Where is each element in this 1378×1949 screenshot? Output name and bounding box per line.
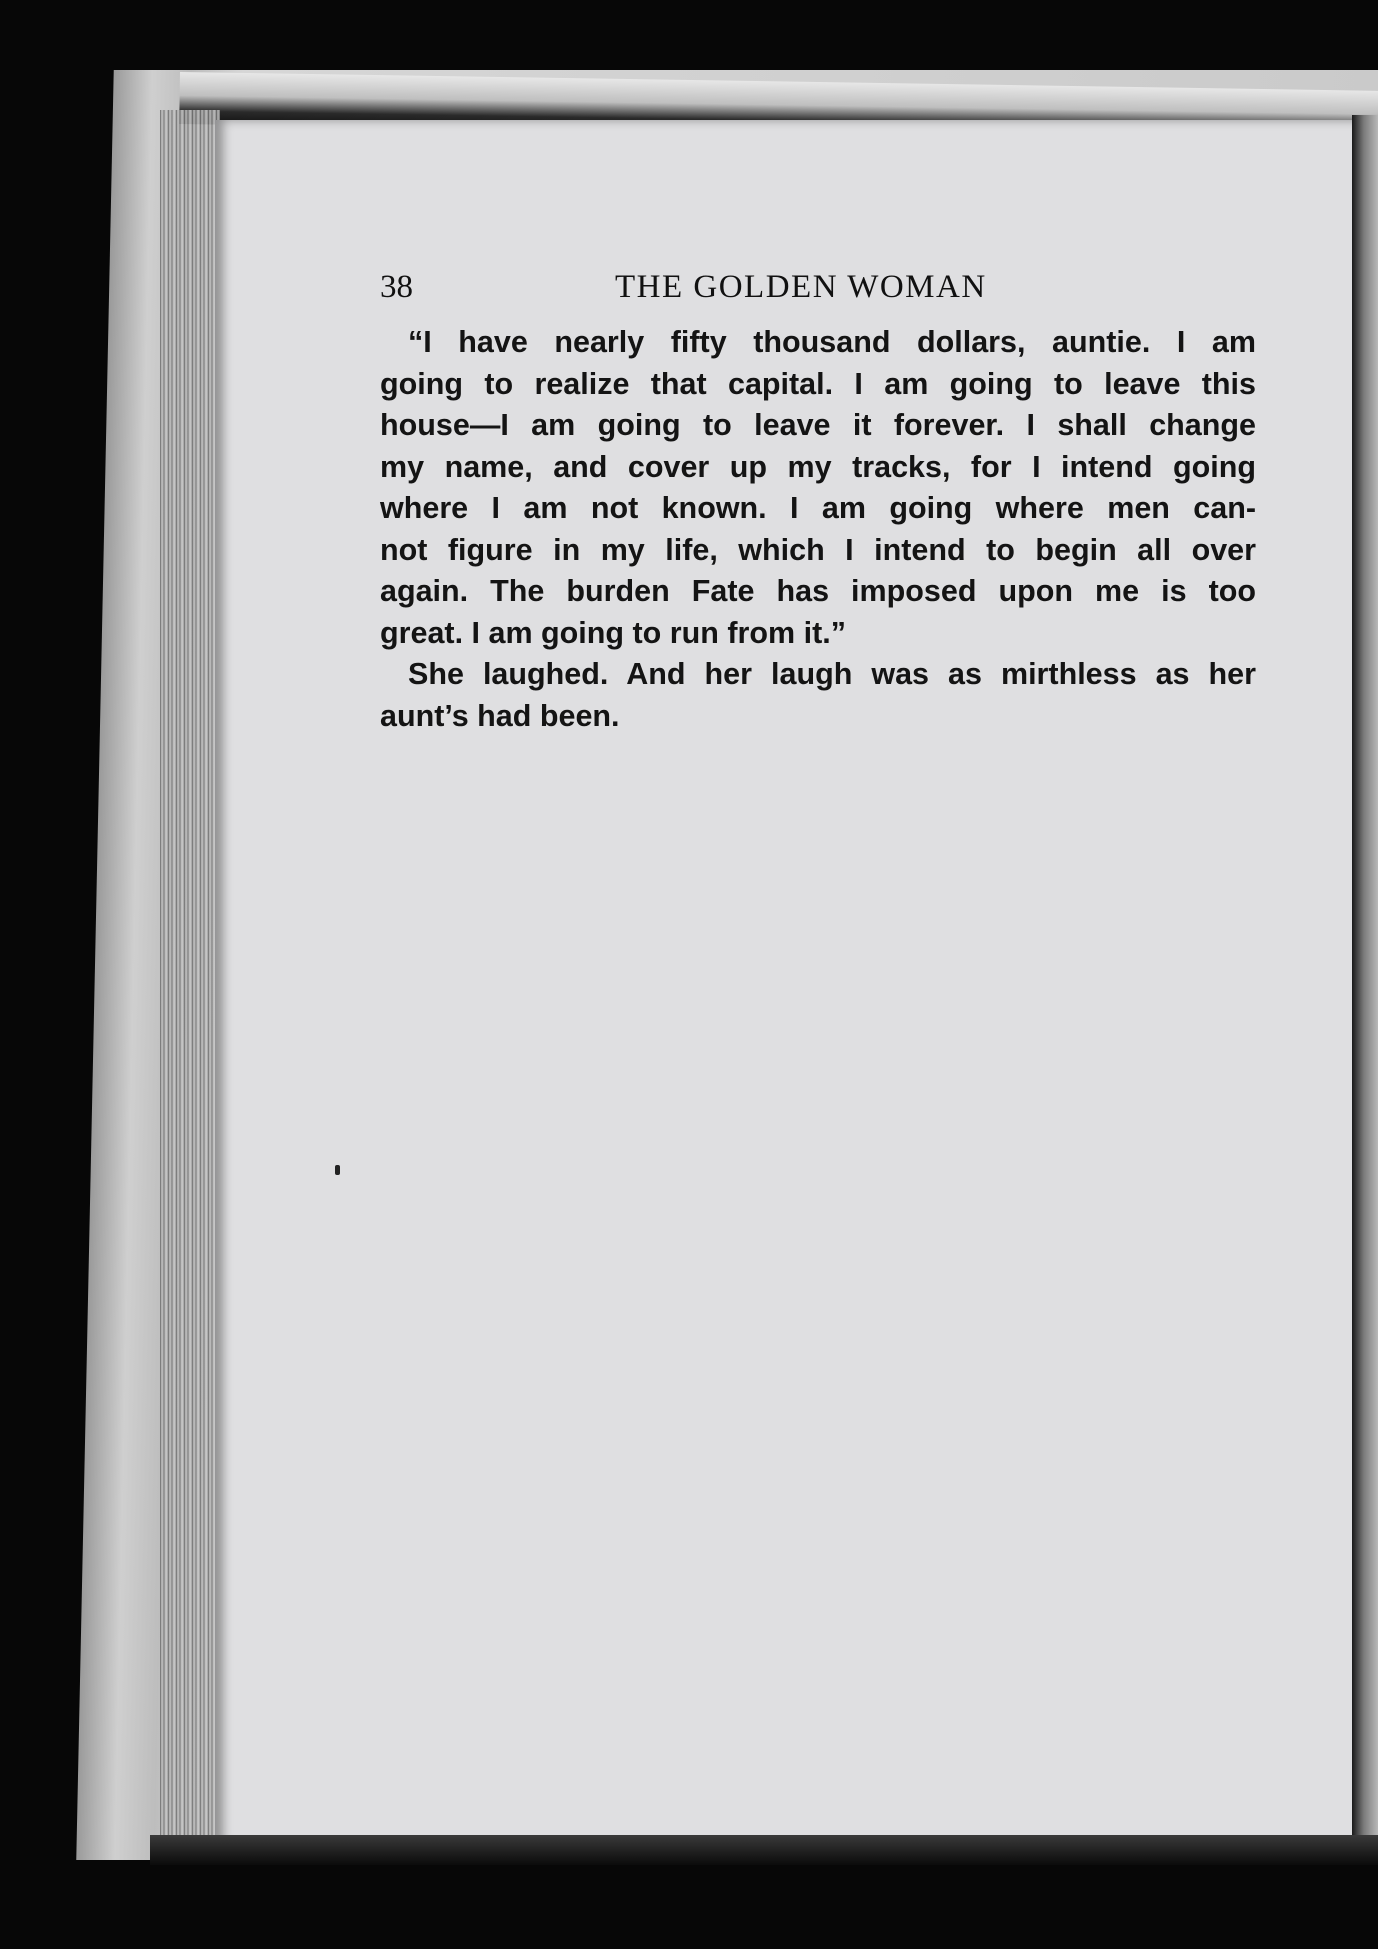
paragraph-2 <box>380 654 1256 737</box>
book-title: THE GOLDEN WOMAN <box>615 269 987 305</box>
text-line: again. The burden Fate has imposed upon me is too <box>380 574 1256 608</box>
text-line: where I am not known. I am going where men can- <box>380 491 1256 525</box>
text-line: aunt’s had been. <box>380 698 620 733</box>
ink-speck <box>335 1165 340 1175</box>
book-page-edges <box>160 110 220 1850</box>
text-line: going to realize that capital. I am going to leave this <box>380 366 1256 401</box>
paragraph-1 <box>380 322 1256 654</box>
page-bottom-shadow <box>150 1835 1378 1865</box>
text-line: house—I am going to leave it forever. I shall change <box>380 408 1256 442</box>
text-line: my name, and cover up my tracks, for I intend going <box>380 449 1256 484</box>
running-head <box>380 262 1260 312</box>
text-line: great. I am going to run from it.” <box>380 615 846 650</box>
page-number: 38 <box>380 269 413 305</box>
text-line: not figure in my life, which I intend to begin all over <box>380 532 1256 567</box>
body-text <box>380 322 1256 737</box>
text-line: “I have nearly fifty thousand dollars, auntie. I am <box>408 325 1256 359</box>
text-line: She laughed. And her laugh was as mirthless as her <box>408 657 1256 691</box>
page-gutter-shadow <box>1352 115 1378 1855</box>
